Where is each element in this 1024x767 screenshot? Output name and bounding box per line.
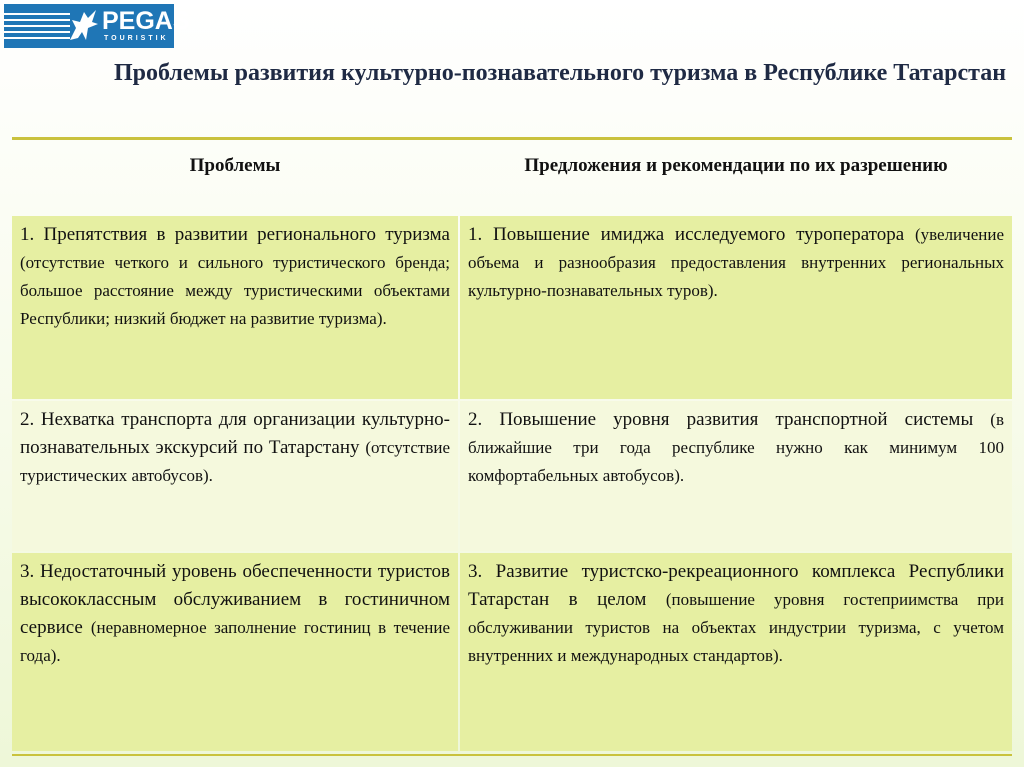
proposal-cell bbox=[460, 216, 1012, 399]
proposal-detail: (повышение уровня гостеприимства при обслуживании туристов на объектах индустрии туризма, с учетом внутренних и международных стандартов). bbox=[468, 590, 1005, 665]
problem-cell bbox=[12, 553, 458, 751]
problem-detail: (отсутствие четкого и сильного туристического бренда; большое расстояние между туристическими объектами Республики; низкий бюджет на развитие туризма). bbox=[20, 253, 450, 328]
header-proposals: Предложения и рекомендации по их разрешению bbox=[524, 155, 948, 176]
pegasus-icon bbox=[66, 6, 100, 46]
pegas-logo bbox=[4, 4, 190, 48]
table-row bbox=[12, 553, 1012, 751]
proposal-cell bbox=[460, 401, 1012, 551]
problem-detail: (неравномерное заполнение гостиниц в течение года). bbox=[20, 618, 450, 665]
proposal-detail: (в ближайшие три года республике нужно как минимум 100 комфортабельных автобусов). bbox=[468, 410, 1004, 485]
proposal-main: 1. Повышение имиджа исследуемого туроператора bbox=[468, 224, 915, 245]
proposal-main: 3. Развитие туристско-рекреационного комплекса Республики Татарстан в целом bbox=[468, 561, 1004, 610]
problems-table bbox=[12, 137, 1012, 751]
proposal-detail: (увеличение объема и разнообразия предоставления внутренних региональных культурно-познавательных туров). bbox=[468, 225, 1004, 300]
logo-wordmark: PEGAS bbox=[102, 7, 190, 35]
problem-cell bbox=[12, 401, 458, 551]
problem-detail: (отсутствие туристических автобусов). bbox=[20, 438, 450, 485]
table-row bbox=[12, 401, 1012, 551]
table-bottom-rule bbox=[12, 754, 1012, 756]
table-row bbox=[12, 216, 1012, 399]
problem-main: 3. Недостаточный уровень обеспеченности туристов высококлассным обслуживанием в гостиничном сервисе bbox=[20, 561, 450, 638]
header-problems: Проблемы bbox=[189, 155, 281, 176]
proposal-main: 2. Повышение уровня развития транспортной системы bbox=[468, 409, 991, 430]
proposal-cell bbox=[460, 553, 1012, 751]
table-header-row bbox=[12, 140, 1012, 214]
problem-cell bbox=[12, 216, 458, 399]
problem-main: 2. Нехватка транспорта для организации культурно-познавательных экскурсий по Татарстану bbox=[20, 409, 450, 458]
page-title: Проблемы развития культурно-познавательного туризма в Республике Татарстан bbox=[113, 60, 1007, 86]
problem-main: 1. Препятствия в развитии регионального туризма bbox=[20, 224, 450, 245]
logo-subtitle: TOURISTIK bbox=[104, 35, 169, 42]
